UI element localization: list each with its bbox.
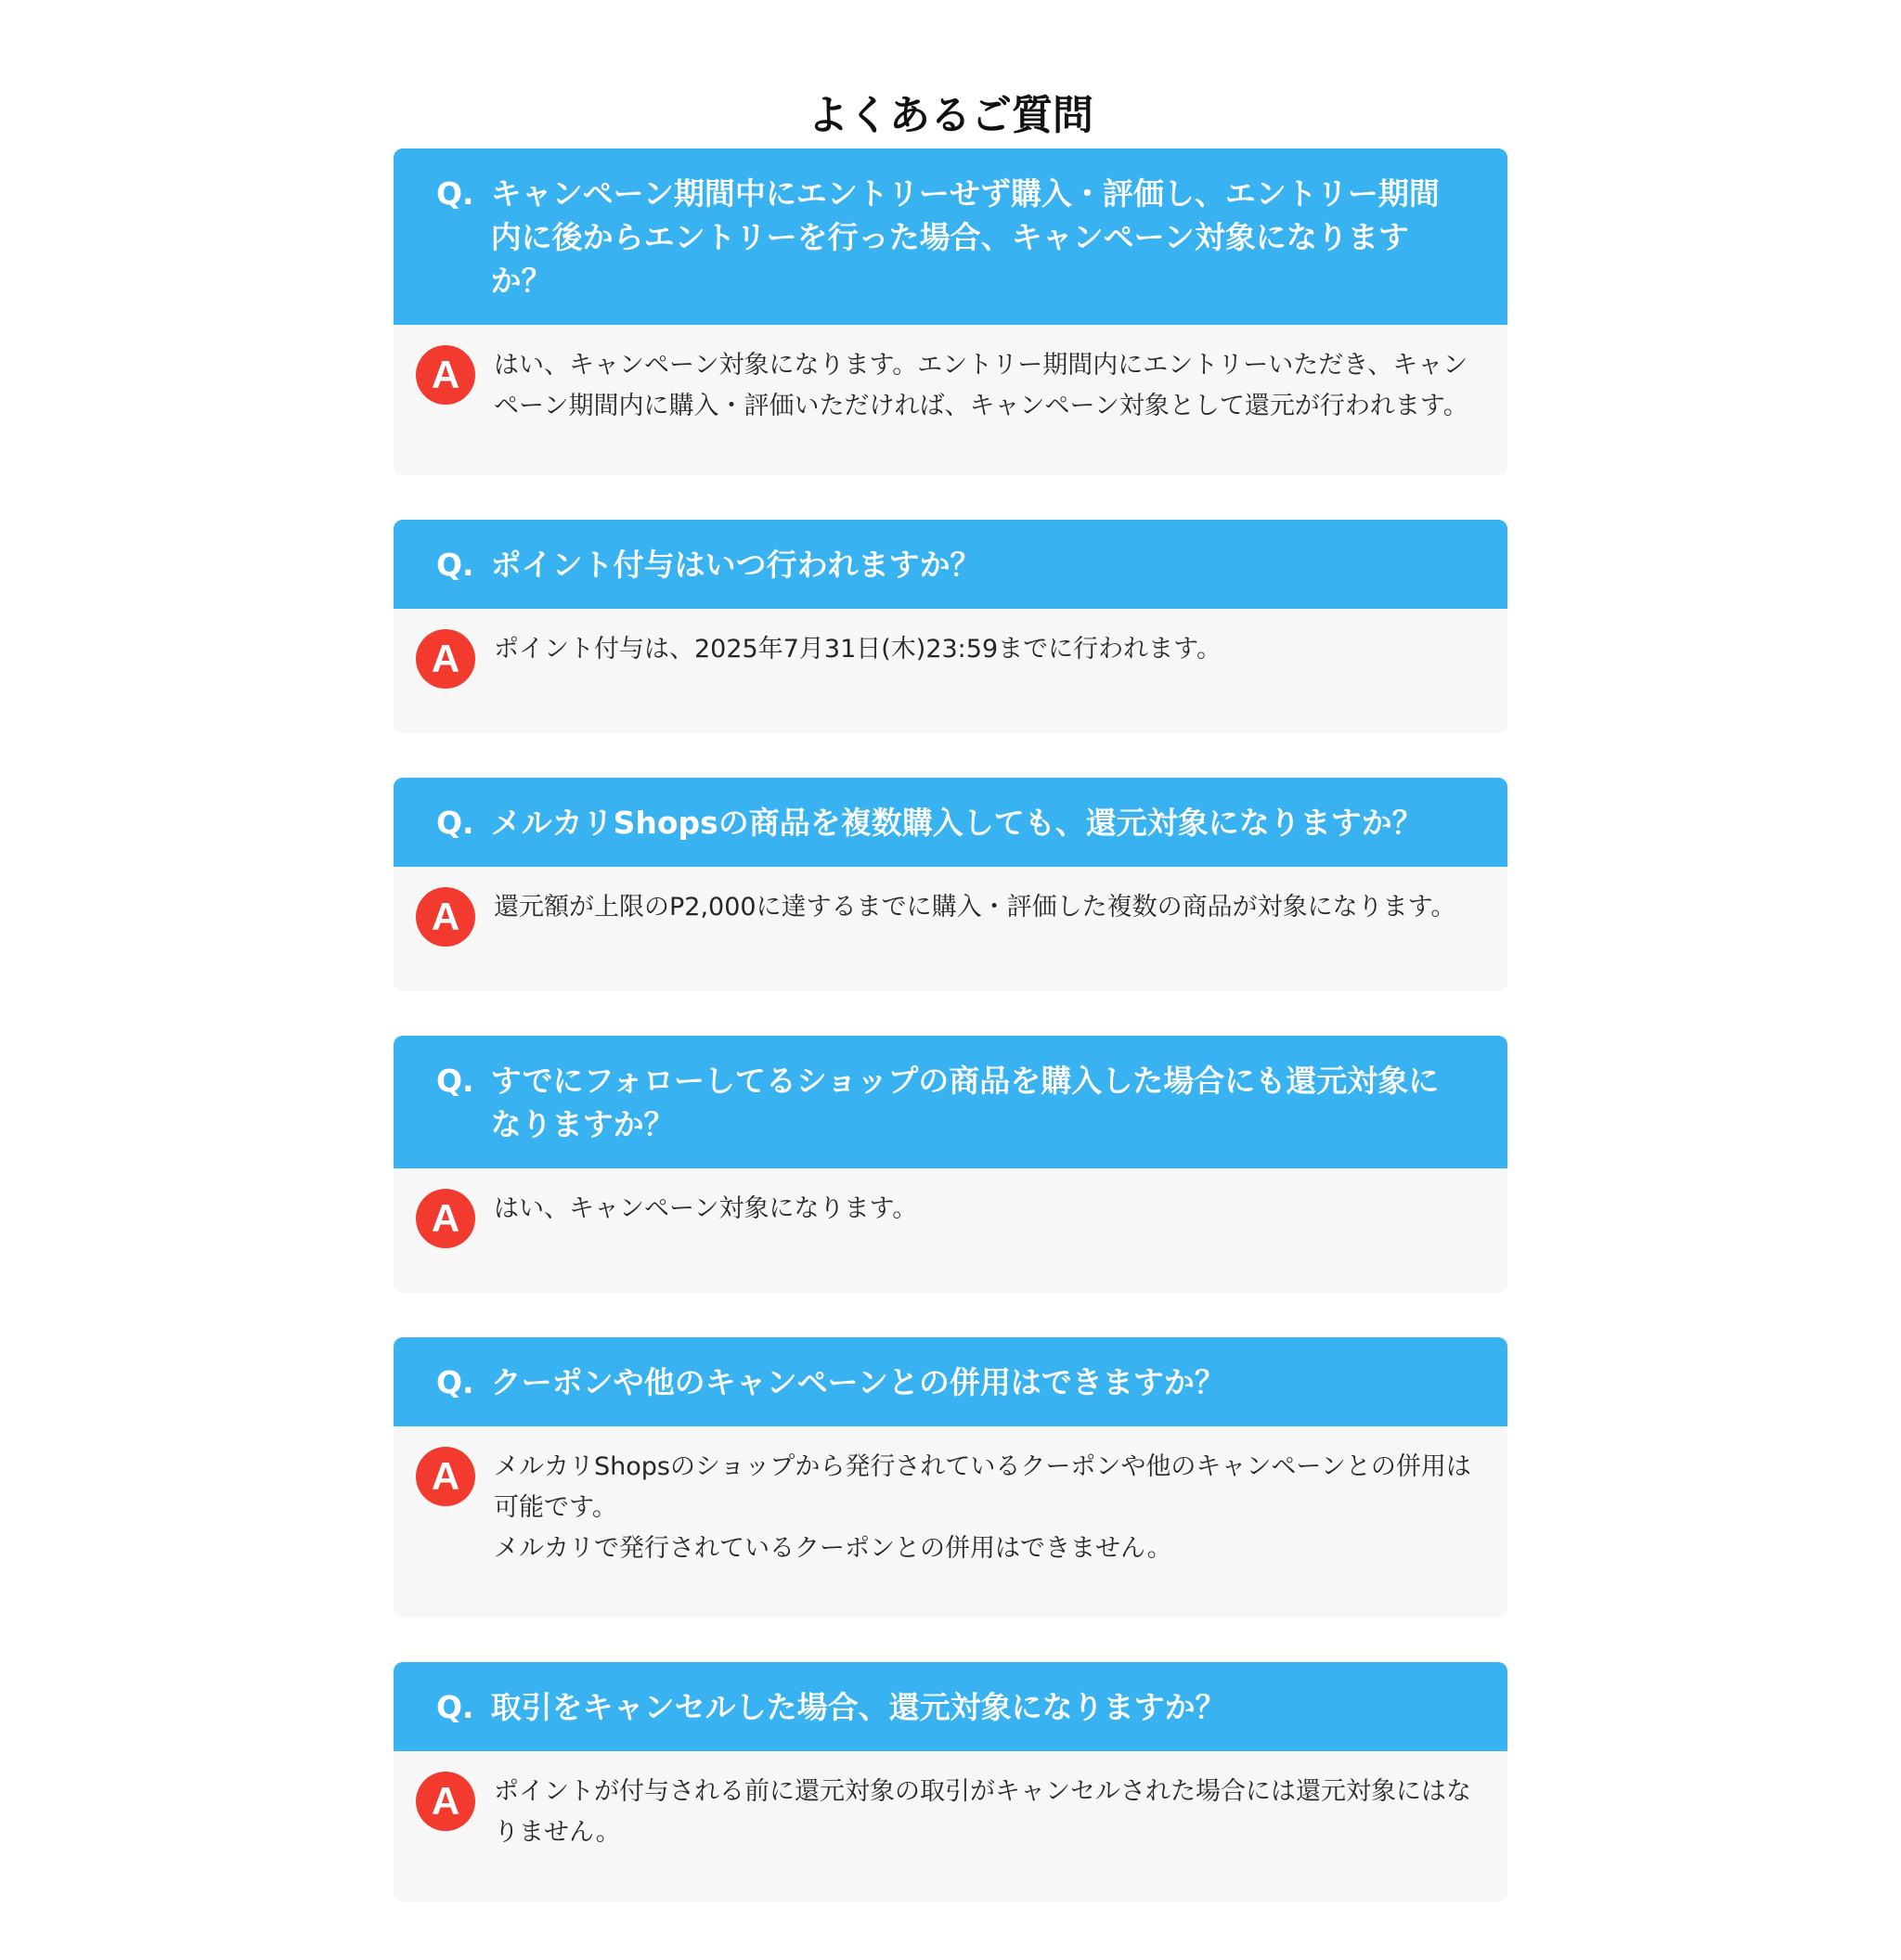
answer-badge-icon: A	[416, 1189, 475, 1248]
question-text: 取引をキャンセルした場合、還元対象になりますか？	[490, 1689, 1226, 1725]
question-text: ポイント付与はいつ行われますか？	[490, 547, 981, 583]
faq-item	[394, 1662, 1507, 1902]
answer-badge-icon: A	[416, 1447, 475, 1506]
faq-list	[394, 148, 1507, 1946]
question-text: すでにフォローしてるショップの商品を購入した場合にも還元対象になりますか？	[490, 1063, 1440, 1142]
faq-question	[394, 520, 1507, 609]
faq-item	[394, 520, 1507, 733]
question-text: キャンペーン期間中にエントリーせず購入・評価し、エントリー期間内に後からエントリーを行った場合、キャンペーン対象になりますか？	[490, 175, 1440, 299]
faq-answer	[394, 1751, 1507, 1902]
answer-badge-icon: A	[416, 629, 475, 689]
faq-item	[394, 148, 1507, 475]
answer-text: メルカリShopsのショップから発行されているクーポンや他のキャンペーンとの併用は可能です。	[494, 1452, 1471, 1522]
faq-answer	[394, 1426, 1507, 1618]
answer-text: メルカリで発行されているクーポンとの併用はできません。	[494, 1534, 1172, 1563]
faq-answer	[394, 1168, 1507, 1293]
faq-question	[394, 148, 1507, 325]
question-text: クーポンや他のキャンペーンとの併用はできますか？	[490, 1364, 1225, 1400]
question-prefix: Q.	[436, 1689, 474, 1725]
answer-text: 還元額が上限のP2,000に達するまでに購入・評価した複数の商品が対象になります。	[494, 893, 1456, 922]
question-text: メルカリShopsの商品を複数購入しても、還元対象になりますか？	[490, 805, 1423, 841]
answer-text: はい、キャンペーン対象になります。エントリー期間内にエントリーいただき、キャンペーン期間内に購入・評価いただければ、キャンペーン対象として還元が行われます。	[494, 351, 1468, 420]
question-prefix: Q.	[436, 1063, 474, 1099]
faq-question	[394, 1337, 1507, 1426]
answer-text: はい、キャンペーン対象になります。	[494, 1194, 918, 1223]
faq-question	[394, 1662, 1507, 1751]
faq-item	[394, 1337, 1507, 1618]
faq-item	[394, 1036, 1507, 1293]
faq-question	[394, 778, 1507, 867]
faq-question	[394, 1036, 1507, 1168]
faq-answer	[394, 609, 1507, 733]
question-prefix: Q.	[436, 805, 474, 841]
answer-badge-icon: A	[416, 345, 475, 405]
faq-answer	[394, 325, 1507, 475]
question-prefix: Q.	[436, 547, 474, 583]
question-prefix: Q.	[436, 1364, 474, 1400]
answer-badge-icon: A	[416, 1772, 475, 1831]
answer-text: ポイント付与は、2025年7月31日(木)23:59までに行われます。	[494, 635, 1222, 664]
faq-answer	[394, 867, 1507, 991]
answer-badge-icon: A	[416, 887, 475, 947]
answer-text: ポイントが付与される前に還元対象の取引がキャンセルされた場合には還元対象にはなりません。	[494, 1777, 1471, 1847]
question-prefix: Q.	[436, 175, 474, 212]
page-title: よくあるご質問	[808, 92, 1093, 140]
faq-item	[394, 778, 1507, 991]
